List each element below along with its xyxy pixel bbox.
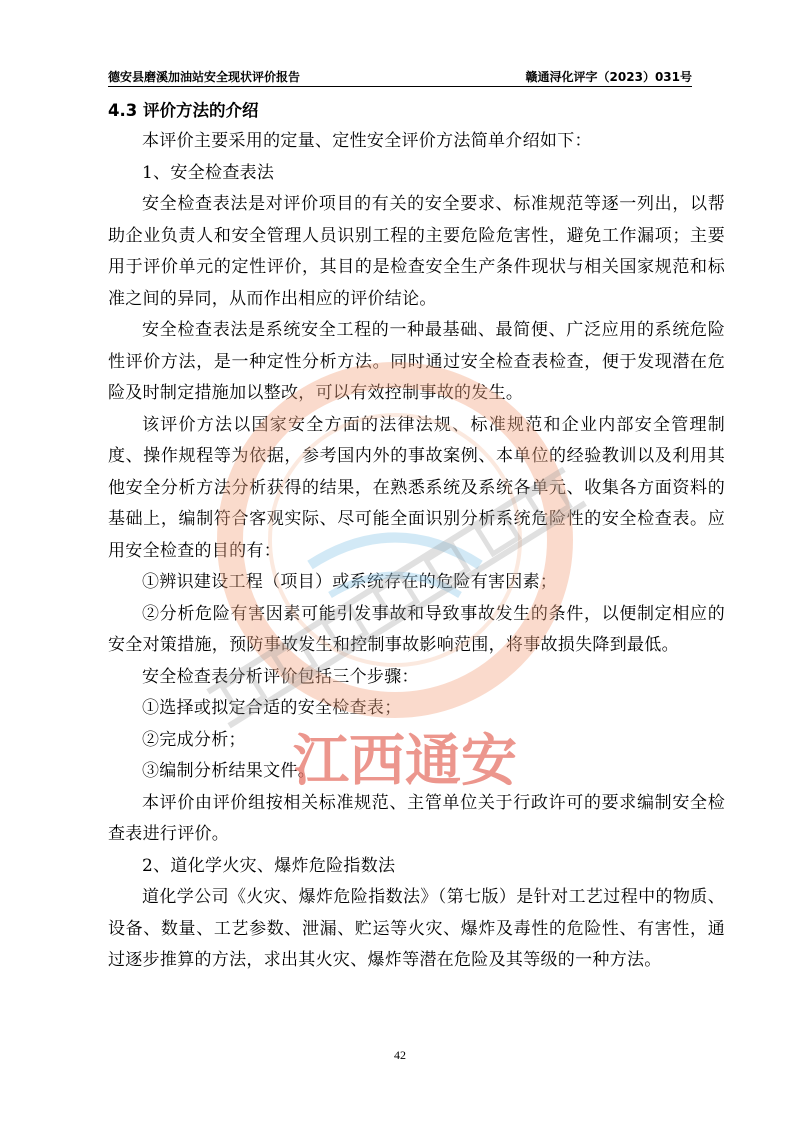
header-report-title: 德安县磨溪加油站安全现状评价报告 xyxy=(108,70,301,84)
list-item-purpose-2: ②分析危险有害因素可能引发事故和导致事故发生的条件，以便制定相应的安全对策措施，预防事故发生和控制事故影响范围，将事故损失降到最低。 xyxy=(108,603,725,655)
list-item-step-3: ③编制分析结果文件。 xyxy=(142,761,315,781)
list-item-step-1: ①选择或拟定合适的安全检查表； xyxy=(142,698,402,718)
paragraph-three-steps: 安全检查表分析评价包括三个步骤： xyxy=(142,666,419,687)
page-number: 42 xyxy=(394,1048,406,1062)
page-header xyxy=(108,64,692,87)
paragraph-evaluation-note: 本评价由评价组按相关标准规范、主管单位关于行政许可的要求编制安全检查表进行评价。 xyxy=(108,792,725,844)
subheading-dow-index-method: 2、道化学火灾、爆炸危险指数法 xyxy=(142,855,396,876)
page-content xyxy=(108,96,725,977)
paragraph-checklist-definition: 安全检查表法是对评价项目的有关的安全要求、标准规范等逐一列出，以帮助企业负责人和安全管理人员识别工程的主要危险危害性，避免工作漏项；主要用于评价单元的定性评价，其目的是检查安全生产条件现状与相关国家规范和标准之间的异同，从而作出相应的评价结论。 xyxy=(108,194,725,309)
watermark-text: 江西通安 xyxy=(293,729,517,794)
subheading-checklist-method: 1、安全检查表法 xyxy=(142,162,275,183)
paragraph-checklist-basics: 安全检查表法是系统安全工程的一种最基础、最简便、广泛应用的系统危险性评价方法，是一种定性分析方法。同时通过安全检查表检查，便于发现潜在危险及时制定措施加以整改，可以有效控制事故的发生。 xyxy=(108,320,725,403)
header-document-number: 赣通浔化评字（2023）031号 xyxy=(525,70,692,84)
section-title: 4.3 评价方法的介绍 xyxy=(108,101,259,120)
paragraph-checklist-basis: 该评价方法以国家安全方面的法律法规、标准规范和企业内部安全管理制度、操作规程等为依据，参考国内外的事故案例、本单位的经验教训以及利用其他安全分析方法分析获得的结果，在熟悉系统及系统各单元、收集各方面资料的基础上，编制符合客观实际、尽可能全面识别分析系统危险性的安全检查表。应用安全检查的目的有： xyxy=(108,414,725,561)
list-item-step-2: ②完成分析； xyxy=(142,729,246,750)
paragraph-intro: 本评价主要采用的定量、定性安全评价方法简单介绍如下： xyxy=(142,131,592,151)
paragraph-dow-index-description: 道化学公司《火灾、爆炸危险指数法》（第七版）是针对工艺过程中的物质、设备、数量、工艺参数、泄漏、贮运等火灾、爆炸及毒性的危险性、有害性，通过逐步推算的方法，求出其火灾、爆炸等潜在危险及其等级的一种方法。 xyxy=(108,887,725,970)
list-item-purpose-1: ①辨识建设工程（项目）或系统存在的危险有害因素； xyxy=(142,572,558,592)
